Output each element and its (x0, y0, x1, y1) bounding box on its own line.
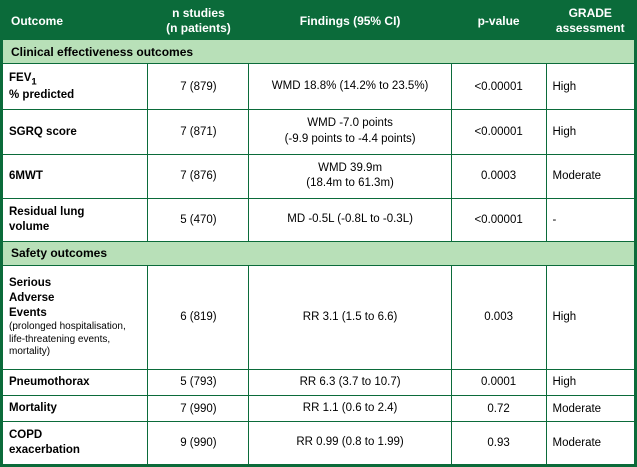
row-outcome-mortality: Mortality (3, 395, 148, 421)
findings-line1: RR 0.99 (0.8 to 1.99) (296, 436, 404, 449)
outcome-label-line1: COPD (9, 429, 43, 442)
findings-line2: (-9.9 points to -4.4 points) (284, 132, 416, 145)
row-p-value-fev1: <0.00001 (451, 64, 546, 110)
row-grade-mortality: Moderate (546, 395, 635, 421)
column-header-grade (546, 3, 635, 40)
findings-line1: WMD 39.9m (318, 161, 383, 174)
row-grade-pneumothorax: High (546, 369, 635, 395)
row-n-studies-copd-exacerbation: 9 (990) (148, 422, 249, 465)
outcome-label-line2: Adverse (9, 292, 55, 305)
outcome-label-line1: Residual lung (9, 205, 85, 218)
row-grade-fev1: High (546, 64, 635, 110)
row-p-value-sgrq: <0.00001 (451, 110, 546, 154)
table-row (3, 395, 635, 421)
row-grade-6mwt: Moderate (546, 154, 635, 198)
outcome-label-text: FEV (9, 71, 32, 84)
table-row (3, 64, 635, 110)
table-row (3, 154, 635, 198)
outcome-label-line1 (9, 71, 37, 87)
row-findings-copd-exacerbation (249, 422, 451, 465)
row-findings-6mwt (249, 154, 451, 198)
table-row (3, 198, 635, 241)
row-n-studies-pneumothorax: 5 (793) (148, 369, 249, 395)
findings-line1: MD -0.5L (-0.8L to -0.3L) (287, 212, 413, 225)
row-outcome-pneumothorax: Pneumothorax (3, 369, 148, 395)
row-outcome-sgrq: SGRQ score (3, 110, 148, 154)
row-findings-pneumothorax (249, 369, 451, 395)
row-n-studies-mortality: 7 (990) (148, 395, 249, 421)
outcome-label-line1: Serious (9, 277, 52, 290)
outcome-label-line2: % predicted (9, 89, 75, 102)
outcome-label-line2: exacerbation (9, 444, 80, 457)
row-grade-sgrq: High (546, 110, 635, 154)
row-outcome-fev1 (3, 64, 148, 110)
row-n-studies-residual-lung-volume: 5 (470) (148, 198, 249, 241)
outcome-label-subscript: 1 (31, 75, 37, 87)
row-p-value-copd-exacerbation: 0.93 (451, 422, 546, 465)
row-grade-copd-exacerbation: Moderate (546, 422, 635, 465)
evidence-summary-table (2, 2, 635, 465)
table-body (3, 40, 635, 465)
findings-line1: WMD 18.8% (14.2% to 23.5%) (271, 80, 429, 93)
column-header-findings: Findings (95% CI) (249, 3, 451, 40)
row-outcome-6mwt: 6MWT (3, 154, 148, 198)
findings-line1: WMD -7.0 points (307, 117, 393, 130)
column-header-n-studies-line1: n studies (172, 6, 225, 20)
row-p-value-6mwt: 0.0003 (451, 154, 546, 198)
findings-line1: RR 6.3 (3.7 to 10.7) (299, 375, 401, 388)
row-n-studies-fev1: 7 (879) (148, 64, 249, 110)
row-outcome-serious-adverse-events (3, 265, 148, 369)
row-findings-serious-adverse-events (249, 265, 451, 369)
column-header-p-value: p-value (451, 3, 546, 40)
section-header-row (3, 241, 635, 265)
column-header-n-studies (148, 3, 249, 40)
findings-line1: RR 3.1 (1.5 to 6.6) (302, 310, 398, 323)
outcome-label-line2: volume (9, 220, 50, 233)
table-row (3, 265, 635, 369)
column-header-grade-line2: assessment (555, 21, 625, 35)
column-header-outcome: Outcome (3, 3, 148, 40)
row-outcome-copd-exacerbation (3, 422, 148, 465)
section-title-safety: Safety outcomes (3, 241, 635, 265)
row-grade-serious-adverse-events: High (546, 265, 635, 369)
table-row (3, 110, 635, 154)
section-title-clinical-effectiveness: Clinical effectiveness outcomes (3, 40, 635, 64)
row-p-value-pneumothorax: 0.0001 (451, 369, 546, 395)
section-header-row (3, 40, 635, 64)
row-findings-residual-lung-volume (249, 198, 451, 241)
row-n-studies-sgrq: 7 (871) (148, 110, 249, 154)
column-header-n-studies-line2: (n patients) (166, 21, 231, 35)
table-header (3, 3, 635, 40)
row-p-value-residual-lung-volume: <0.00001 (451, 198, 546, 241)
row-findings-mortality (249, 395, 451, 421)
row-outcome-residual-lung-volume (3, 198, 148, 241)
row-n-studies-6mwt: 7 (876) (148, 154, 249, 198)
findings-line1: RR 1.1 (0.6 to 2.4) (302, 401, 398, 414)
row-p-value-serious-adverse-events: 0.003 (451, 265, 546, 369)
table-row (3, 422, 635, 465)
row-p-value-mortality: 0.72 (451, 395, 546, 421)
row-findings-sgrq (249, 110, 451, 154)
row-findings-fev1 (249, 64, 451, 110)
row-n-studies-serious-adverse-events: 6 (819) (148, 265, 249, 369)
table-row (3, 369, 635, 395)
header-row (3, 3, 635, 40)
column-header-grade-line1: GRADE (568, 6, 612, 20)
row-grade-residual-lung-volume: - (546, 198, 635, 241)
outcome-label-note: (prolonged hospitalisation, life-threatening events, mortality) (9, 321, 126, 358)
findings-line2: (18.4m to 61.3m) (306, 177, 394, 190)
outcome-label-line3: Events (9, 307, 47, 320)
